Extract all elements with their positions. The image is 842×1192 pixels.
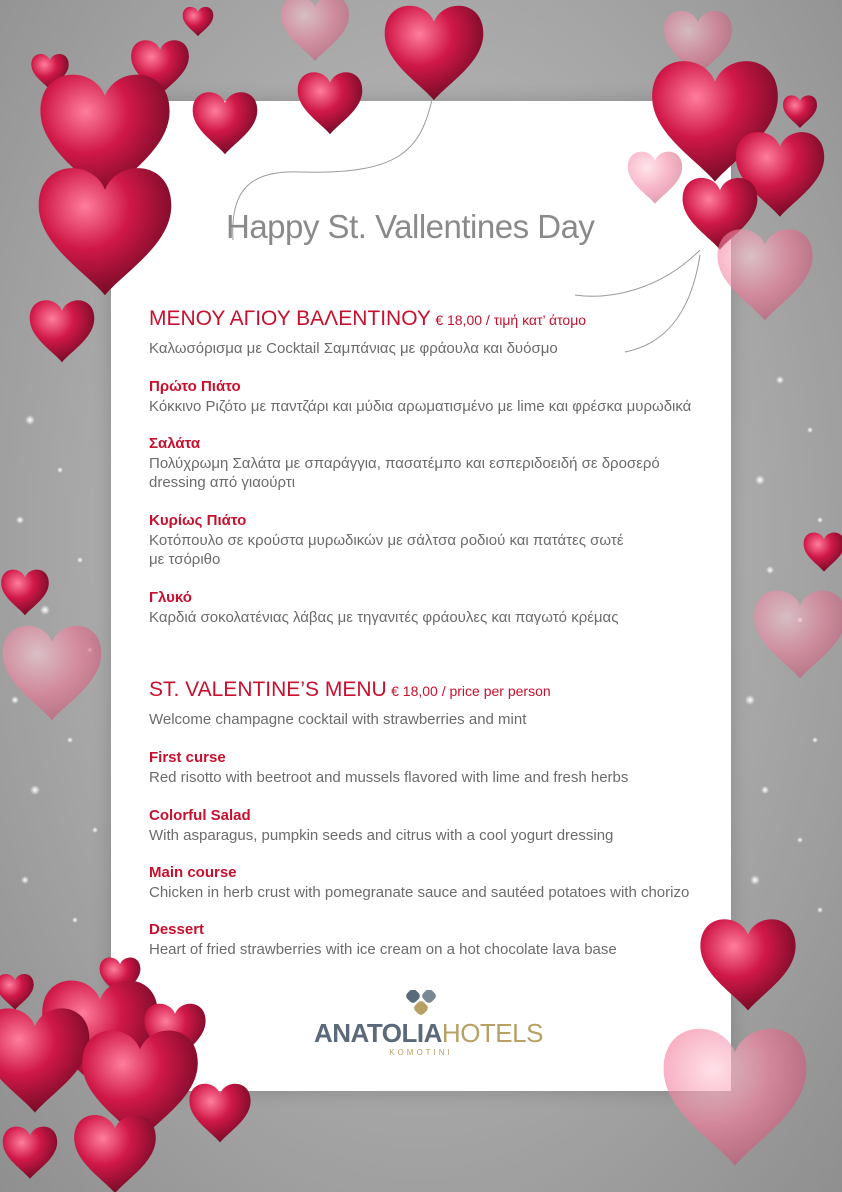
greek-menu-heading bbox=[149, 307, 586, 331]
page-title: Happy St. Vallentines Day bbox=[226, 208, 595, 245]
greek-section-line: dressing από γιαούρτι bbox=[149, 474, 296, 491]
greek-menu-title: ΜΕΝΟΥ ΑΓΙΟΥ ΒΑΛΕΝΤΙΝΟΥ bbox=[149, 307, 431, 330]
greek-section-title: Σαλάτα bbox=[149, 435, 201, 452]
english-menu-heading bbox=[149, 678, 551, 702]
greek-section-line: Κοτόπουλο σε κρούστα μυρωδικών με σάλτσα ροδιού και πατάτες σωτέ bbox=[149, 532, 624, 549]
greek-section-line: Κόκκινο Ριζότο με παντζάρι και μύδια αρωματισμένο με lime και φρέσκα μυρωδικά bbox=[149, 398, 692, 415]
logo-mark-icon bbox=[400, 990, 444, 1018]
english-welcome: Welcome champagne cocktail with strawberries and mint bbox=[149, 711, 527, 728]
english-section-line: Heart of fried strawberries with ice cream on a hot chocolate lava base bbox=[149, 941, 617, 958]
greek-section-title: Κυρίως Πιάτο bbox=[149, 512, 247, 529]
logo-name-part1: ANATOLIA bbox=[314, 1018, 442, 1048]
english-section-line: Chicken in herb crust with pomegranate sauce and sautéed potatoes with chorizo bbox=[149, 884, 690, 901]
greek-section-title: Γλυκό bbox=[149, 589, 192, 606]
greek-menu-price: € 18,00 / τιμή κατ’ άτομο bbox=[435, 312, 587, 328]
english-menu-title: ST. VALENTINE’S MENU bbox=[149, 678, 387, 701]
english-section-title: Main course bbox=[149, 864, 237, 881]
greek-section-line: Καρδιά σοκολατένιας λάβας με τηγανιτές φράουλες και παγωτό κρέμας bbox=[149, 609, 619, 626]
english-section-line: Red risotto with beetroot and mussels flavored with lime and fresh herbs bbox=[149, 769, 629, 786]
english-section-title: Dessert bbox=[149, 921, 205, 938]
english-section-title: Colorful Salad bbox=[149, 807, 251, 824]
logo-subtitle: KOMOTINI bbox=[389, 1048, 453, 1057]
logo-name-part2: HOTELS bbox=[441, 1018, 543, 1048]
english-section-title: First curse bbox=[149, 749, 226, 766]
greek-section-line: με τσόριθο bbox=[149, 551, 221, 568]
greek-welcome: Καλωσόρισμα με Cocktail Σαμπάνιας με φράουλα και δυόσμο bbox=[149, 340, 558, 357]
english-section-line: With asparagus, pumpkin seeds and citrus with a cool yogurt dressing bbox=[149, 827, 614, 844]
greek-section-line: Πολύχρωμη Σαλάτα με σπαράγγια, πασατέμπο και εσπεριδοειδή σε δροσερό bbox=[149, 455, 660, 472]
greek-section-title: Πρώτο Πιάτο bbox=[149, 378, 241, 395]
hotel-logo bbox=[314, 990, 543, 1060]
english-menu-price: € 18,00 / price per person bbox=[391, 683, 551, 699]
logo-wordmark bbox=[314, 1018, 543, 1049]
